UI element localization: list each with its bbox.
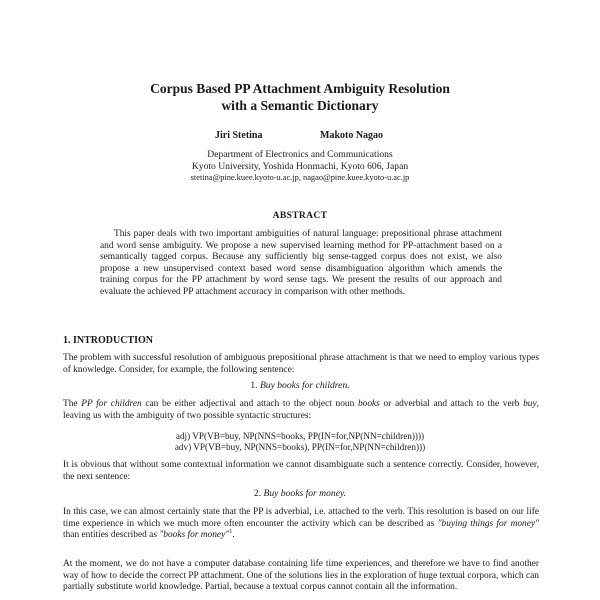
paper-title bbox=[0, 80, 600, 114]
title-line-2: with a Semantic Dictionary bbox=[221, 98, 379, 113]
para4-quote-1: "buying things for money" bbox=[437, 518, 540, 529]
section-heading-introduction: 1. INTRODUCTION bbox=[63, 335, 154, 346]
example-1-number: 1. bbox=[250, 380, 260, 391]
para2-books-term: books bbox=[357, 399, 380, 409]
author-2: Makoto Nagao bbox=[320, 130, 384, 141]
para4-part-a: In this case, we can almost certainly state that the PP is adverbial, i.e. attached to the verb. This resolution is based on our life time experience in which we much more often encounter the activity which can be described as bbox=[63, 507, 539, 529]
abstract-text: This paper deals with two important ambiguities of natural language: prepositional phrase attachment and word sense ambiguity. We propose a new supervised learning method for PP-attachment based on a semantically tagged corpus. Because any sufficiently big sense-tagged corpus does not exist, we also propose a new unsupervised context based word sense disambiguation algorithm which amends the training corpus for the PP attachment by word sense tags. We present the results of our approach and evaluate the achieved PP attachment accuracy in comparison with other methods. bbox=[100, 229, 502, 297]
para2-part-c: or adverbial and attach to the verb bbox=[379, 399, 524, 409]
example-1-text: Buy books for children. bbox=[259, 380, 350, 391]
para2-part-b: can be either adjectival and attach to the object noun bbox=[141, 399, 358, 409]
parse-adverbial: adv) VP(VB=buy, NP(NNS=books), PP(IN=for,NP(NN=children))) bbox=[174, 442, 426, 453]
affiliation-department: Department of Electronics and Communications bbox=[207, 149, 393, 160]
para2-part-a: The bbox=[63, 399, 82, 409]
affiliation bbox=[0, 149, 600, 184]
intro-paragraph-2 bbox=[63, 399, 539, 422]
parse-adjectival: adj) VP(VB=buy, NP(NNS=books, PP(IN=for,NP(NN=children)))) bbox=[175, 431, 425, 441]
affiliation-address: Kyoto University, Yoshida Honmachi, Kyoto 606, Japan bbox=[191, 160, 409, 172]
para2-part-d: , leaving us with the ambiguity of two possible syntactic structures: bbox=[63, 399, 539, 421]
author-1: Jiri Stetina bbox=[215, 130, 263, 141]
para4-part-c: . bbox=[232, 530, 235, 541]
footnote-marker: 1 bbox=[229, 528, 233, 536]
example-sentence-2 bbox=[0, 488, 600, 499]
para2-pp-term: PP for children bbox=[81, 399, 142, 409]
author-emails: stetina@pine.kuee.kyoto-u.ac.jp, nagao@pine.kuee.kyoto-u.ac.jp bbox=[190, 173, 410, 182]
intro-paragraph-4 bbox=[63, 507, 539, 542]
para4-quote-2: "books for money" bbox=[159, 530, 230, 541]
example-2-number: 2. bbox=[253, 488, 264, 499]
para2-buy-term: buy bbox=[523, 399, 537, 409]
example-sentence-1 bbox=[0, 380, 600, 391]
intro-paragraph-3: It is obvious that without some contextual information we cannot disambiguate such a sentence correctly. Consider, however, the next sentence: bbox=[63, 460, 539, 482]
intro-paragraph-1: The problem with successful resolution of ambiguous prepositional phrase attachment is that we need to employ various types of knowledge. Consider, for example, the following sentence: bbox=[63, 353, 539, 375]
syntactic-structures bbox=[0, 431, 600, 454]
example-2-text: Buy books for money. bbox=[263, 488, 347, 499]
author-list bbox=[0, 130, 600, 144]
title-line-1: Corpus Based PP Attachment Ambiguity Resolution bbox=[150, 81, 450, 96]
intro-paragraph-5: At the moment, we do not have a computer database containing life time experiences, and therefore we have to find another way of how to decide the correct PP attachment. One of the solutions lies in the exploration of huge textual corpora, which can partially substitute world knowledge. Partial, because a textual corpus cannot contain all the information. bbox=[63, 559, 539, 593]
abstract-heading: ABSTRACT bbox=[272, 210, 328, 221]
para4-part-b: than entities described as bbox=[63, 530, 160, 541]
